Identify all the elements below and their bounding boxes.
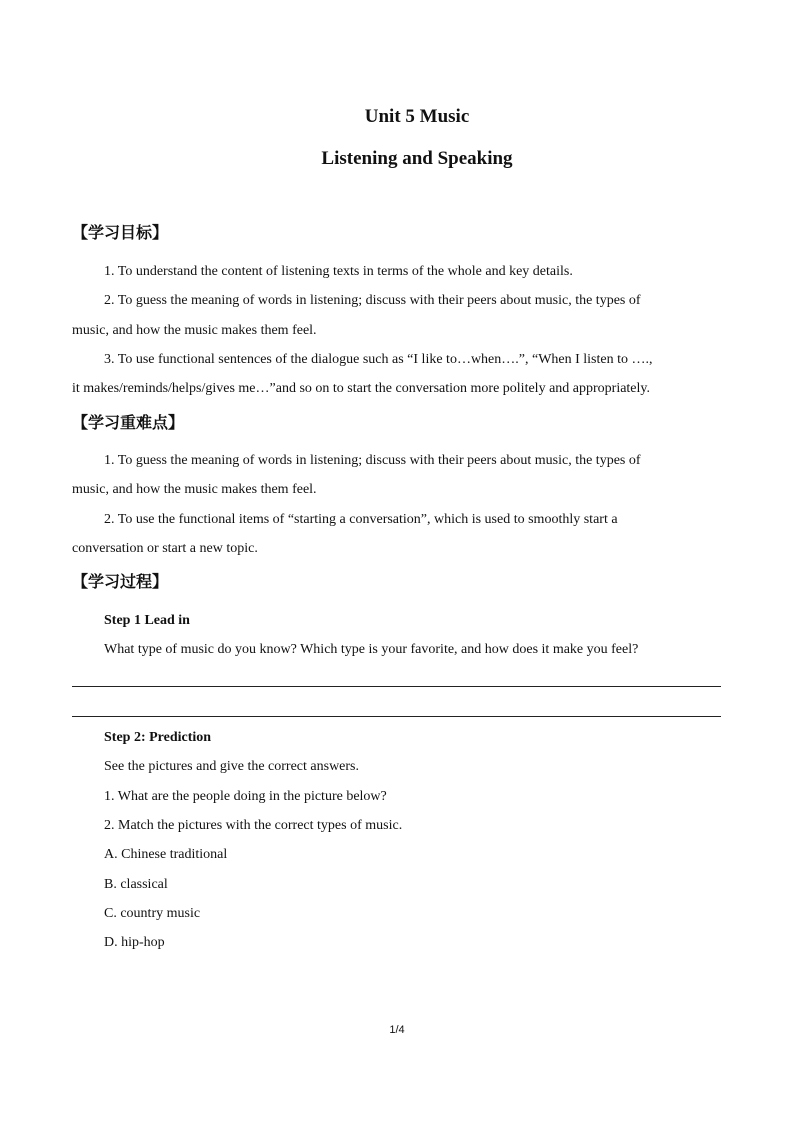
key-point-1-line-2: music, and how the music makes them feel.: [72, 482, 317, 497]
objective-3-line-1: 3. To use functional sentences of the dialogue such as “I like to…when….”, “When I listen to ….,: [104, 352, 653, 367]
answer-line-2[interactable]: [72, 716, 721, 717]
step-2-question-1: 1. What are the people doing in the picture below?: [104, 789, 387, 804]
objective-1: 1. To understand the content of listening texts in terms of the whole and key details.: [104, 264, 573, 279]
key-points-heading: 【学习重难点】: [72, 413, 185, 432]
option-a: A. Chinese traditional: [104, 847, 228, 862]
key-point-1-line-1: 1. To guess the meaning of words in listening; discuss with their peers about music, the types of: [104, 453, 641, 468]
answer-line-1[interactable]: [72, 686, 721, 687]
step-2-instruction: See the pictures and give the correct answers.: [104, 759, 360, 774]
option-d: D. hip-hop: [104, 935, 165, 950]
page-number: 1/4: [389, 1024, 405, 1036]
key-point-2-line-1: 2. To use the functional items of “starting a conversation”, which is used to smoothly start a: [104, 512, 618, 527]
objective-2-line-1: [104, 293, 722, 309]
step-2-question-2: 2. Match the pictures with the correct types of music.: [104, 818, 403, 833]
step-2-title: Step 2: Prediction: [104, 730, 212, 745]
option-c: C. country music: [104, 906, 201, 921]
objective-2-line-2: music, and how the music makes them feel.: [72, 323, 317, 338]
objectives-heading: 【学习目标】: [72, 223, 169, 242]
objective-2-text: 2. To guess the meaning of words in listening; discuss with their peers about music, the types of: [104, 293, 641, 308]
key-point-2-line-2: conversation or start a new topic.: [72, 541, 258, 556]
document-subtitle: Listening and Speaking: [321, 148, 513, 169]
document-title: Unit 5 Music: [364, 106, 470, 127]
step-1-question: What type of music do you know? Which type is your favorite, and how does it make you feel?: [104, 642, 639, 657]
step-1-title: Step 1 Lead in: [104, 613, 190, 628]
option-b: B. classical: [104, 877, 168, 892]
objective-3-line-2: it makes/reminds/helps/gives me…”and so on to start the conversation more politely and appropriately.: [72, 381, 651, 396]
process-heading: 【学习过程】: [72, 572, 169, 591]
